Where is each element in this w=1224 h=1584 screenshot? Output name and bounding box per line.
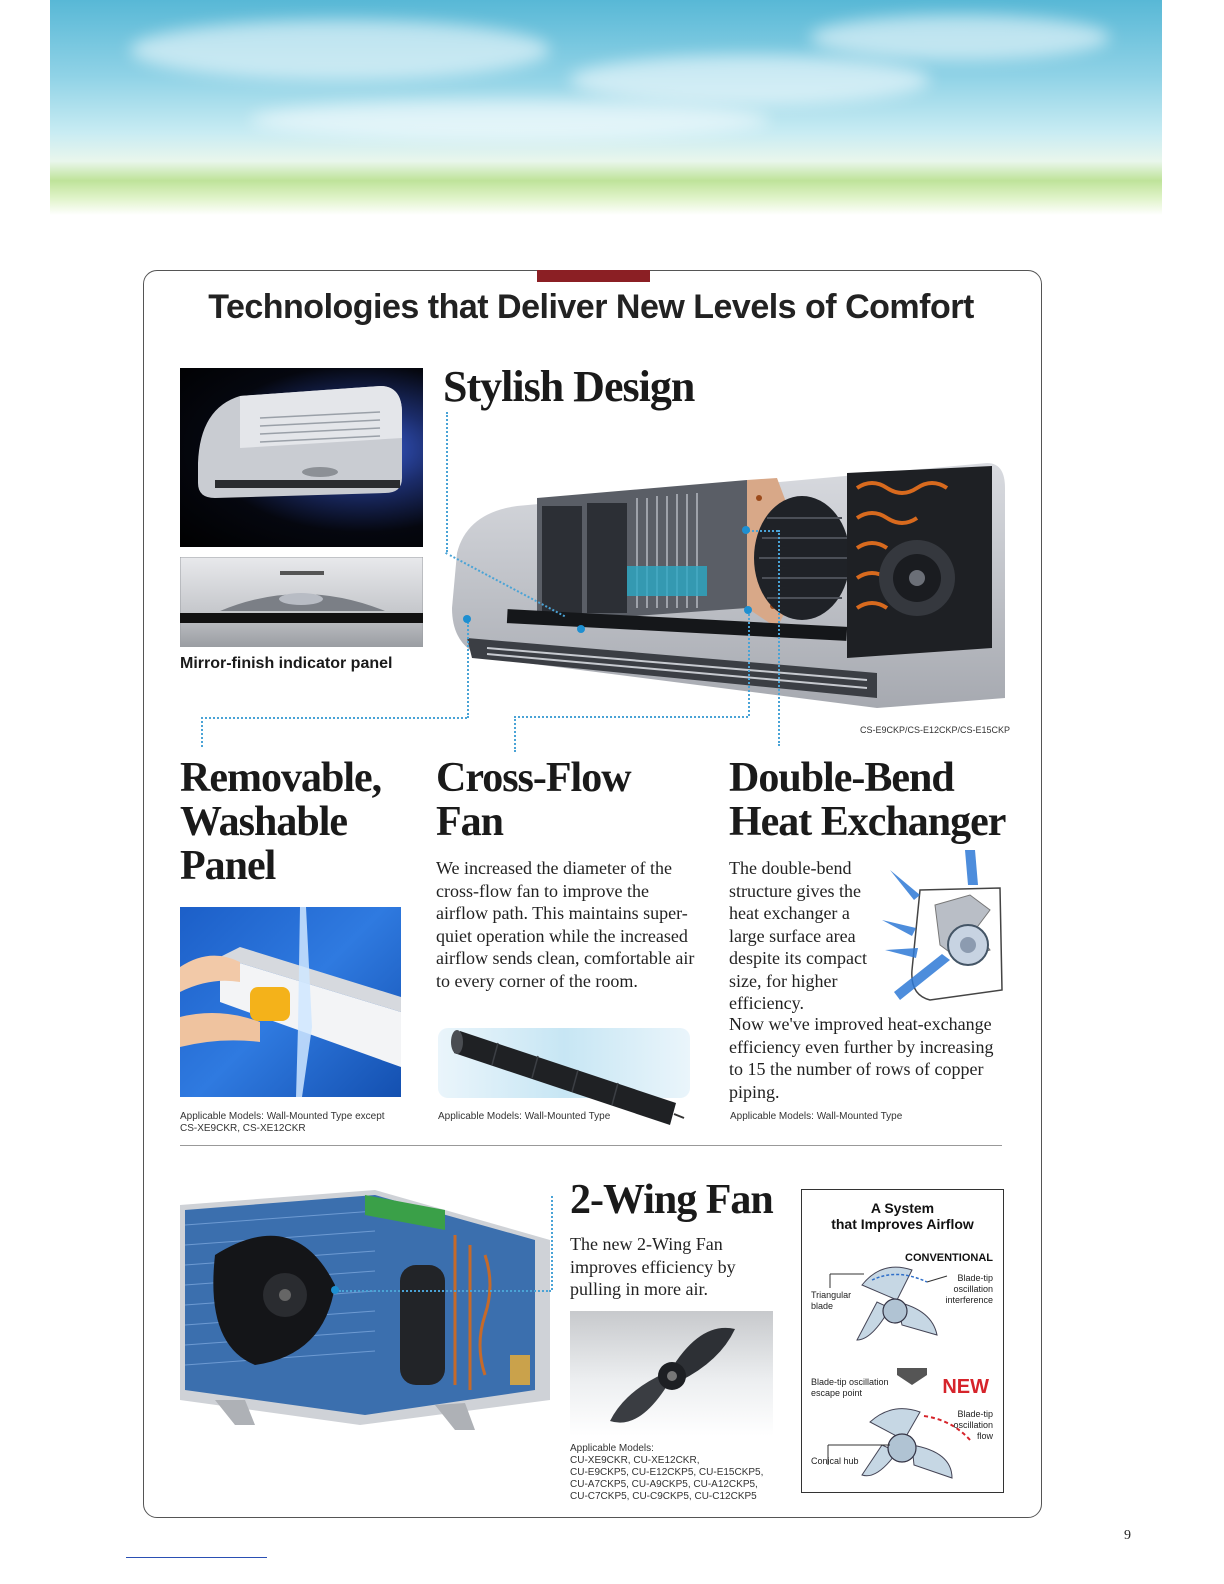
doublebend-body2: Now we've improved heat-exchange efficiency even further by increasing to 15 the number of rows of copper piping. [729,1014,994,1102]
system-box-title-line2: that Improves Airflow [831,1216,974,1232]
twowing-applicable-line1: Applicable Models: [570,1443,654,1454]
connector-removable-v2 [201,717,203,747]
crossflow-body: We increased the diameter of the cross-flow fan to improve the airflow path. This maintains super-quiet operation while the increased airflow sends clean, comfortable air to every corner of the room. [436,858,695,991]
crossflow-heading-line1: Cross-Flow [436,755,631,801]
doublebend-heading-line2: Heat Exchanger [729,799,1006,845]
connector-twowing-h [339,1290,551,1292]
washing-panel-photo [180,907,401,1097]
heat-exchanger-diagram [880,850,1010,1010]
twowing-fan-photo [570,1311,773,1436]
system-box-title-line1: A System [870,1200,935,1216]
crossflow-applicable: Applicable Models: Wall-Mounted Type [438,1111,611,1122]
sky-banner-image [50,0,1162,215]
indicator-panel-photo [180,557,423,647]
accent-tab [537,270,650,282]
removable-applicable [180,1111,385,1135]
doublebend-body1: The double-bend structure gives the heat exchanger a large surface area despite its compact size, for higher efficiency. [729,858,867,1013]
cutaway-unit-illustration [447,458,1007,713]
new-label: NEW [942,1376,989,1398]
connector-stylish [446,412,448,552]
oscillation-flow-label: Blade-tip oscillation flow [953,1409,993,1441]
crossflow-heading [436,756,631,844]
doublebend-heading [729,756,1005,844]
connector-heat-v [778,530,780,746]
connector-crossflow-v2 [514,716,516,752]
connector-crossflow-h [514,716,748,718]
indoor-unit-photo [180,368,423,547]
airflow-system-box [801,1189,1004,1493]
twowing-applicable-line2: CU-XE9CKR, CU-XE12CKR, [570,1455,700,1466]
twowing-applicable-line3: CU-E9CKP5, CU-E12CKP5, CU-E15CKP5, [570,1467,764,1478]
removable-heading-line1: Removable, [180,755,382,801]
twowing-applicable [570,1443,763,1503]
connector-crossflow-v1 [748,610,750,716]
page-number: 9 [1124,1528,1131,1543]
removable-applicable-line2: CS-XE9CKR, CS-XE12CKR [180,1123,306,1134]
removable-heading-line3: Panel [180,843,276,889]
doublebend-applicable: Applicable Models: Wall-Mounted Type [730,1111,903,1122]
connector-dot-removable [463,615,471,623]
connector-dot-twowing [331,1286,339,1294]
removable-heading [180,756,381,888]
conical-hub-label: Conical hub [811,1456,859,1466]
model-caption: CS-E9CKP/CS-E12CKP/CS-E15CKP [860,725,1011,735]
interference-label: Blade-tip oscillation interference [945,1273,993,1305]
twowing-heading: 2-Wing Fan [570,1177,773,1223]
removable-heading-line2: Washable [180,799,348,845]
stylish-design-heading: Stylish Design [443,362,695,411]
connector-dot-heat [742,526,750,534]
connector-heat-h [748,530,778,532]
connector-twowing-v [551,1196,553,1290]
removable-applicable-line1: Applicable Models: Wall-Mounted Type except [180,1111,385,1122]
footer-line [126,1557,267,1558]
doublebend-heading-line1: Double-Bend [729,755,954,801]
triangular-blade-label: Triangular blade [811,1290,852,1311]
page-title: Technologies that Deliver New Levels of Comfort [208,288,974,326]
section-divider [180,1145,1002,1146]
connector-dot-stylish [577,625,585,633]
outdoor-unit-illustration [175,1185,555,1430]
connector-dot-crossflow [744,606,752,614]
conventional-label: CONVENTIONAL [905,1252,993,1264]
crossflow-heading-line2: Fan [436,799,504,845]
panel-caption: Mirror-finish indicator panel [180,655,393,672]
connector-removable-v1 [467,622,469,718]
twowing-body: The new 2-Wing Fan improves efficiency by pulling in more air. [570,1234,736,1299]
connector-removable-h [201,717,467,719]
twowing-applicable-line4: CU-A7CKP5, CU-A9CKP5, CU-A12CKP5, [570,1479,758,1490]
twowing-applicable-line5: CU-C7CKP5, CU-C9CKP5, CU-C12CKP5 [570,1491,757,1502]
escape-point-label: Blade-tip oscillation escape point [811,1377,889,1398]
